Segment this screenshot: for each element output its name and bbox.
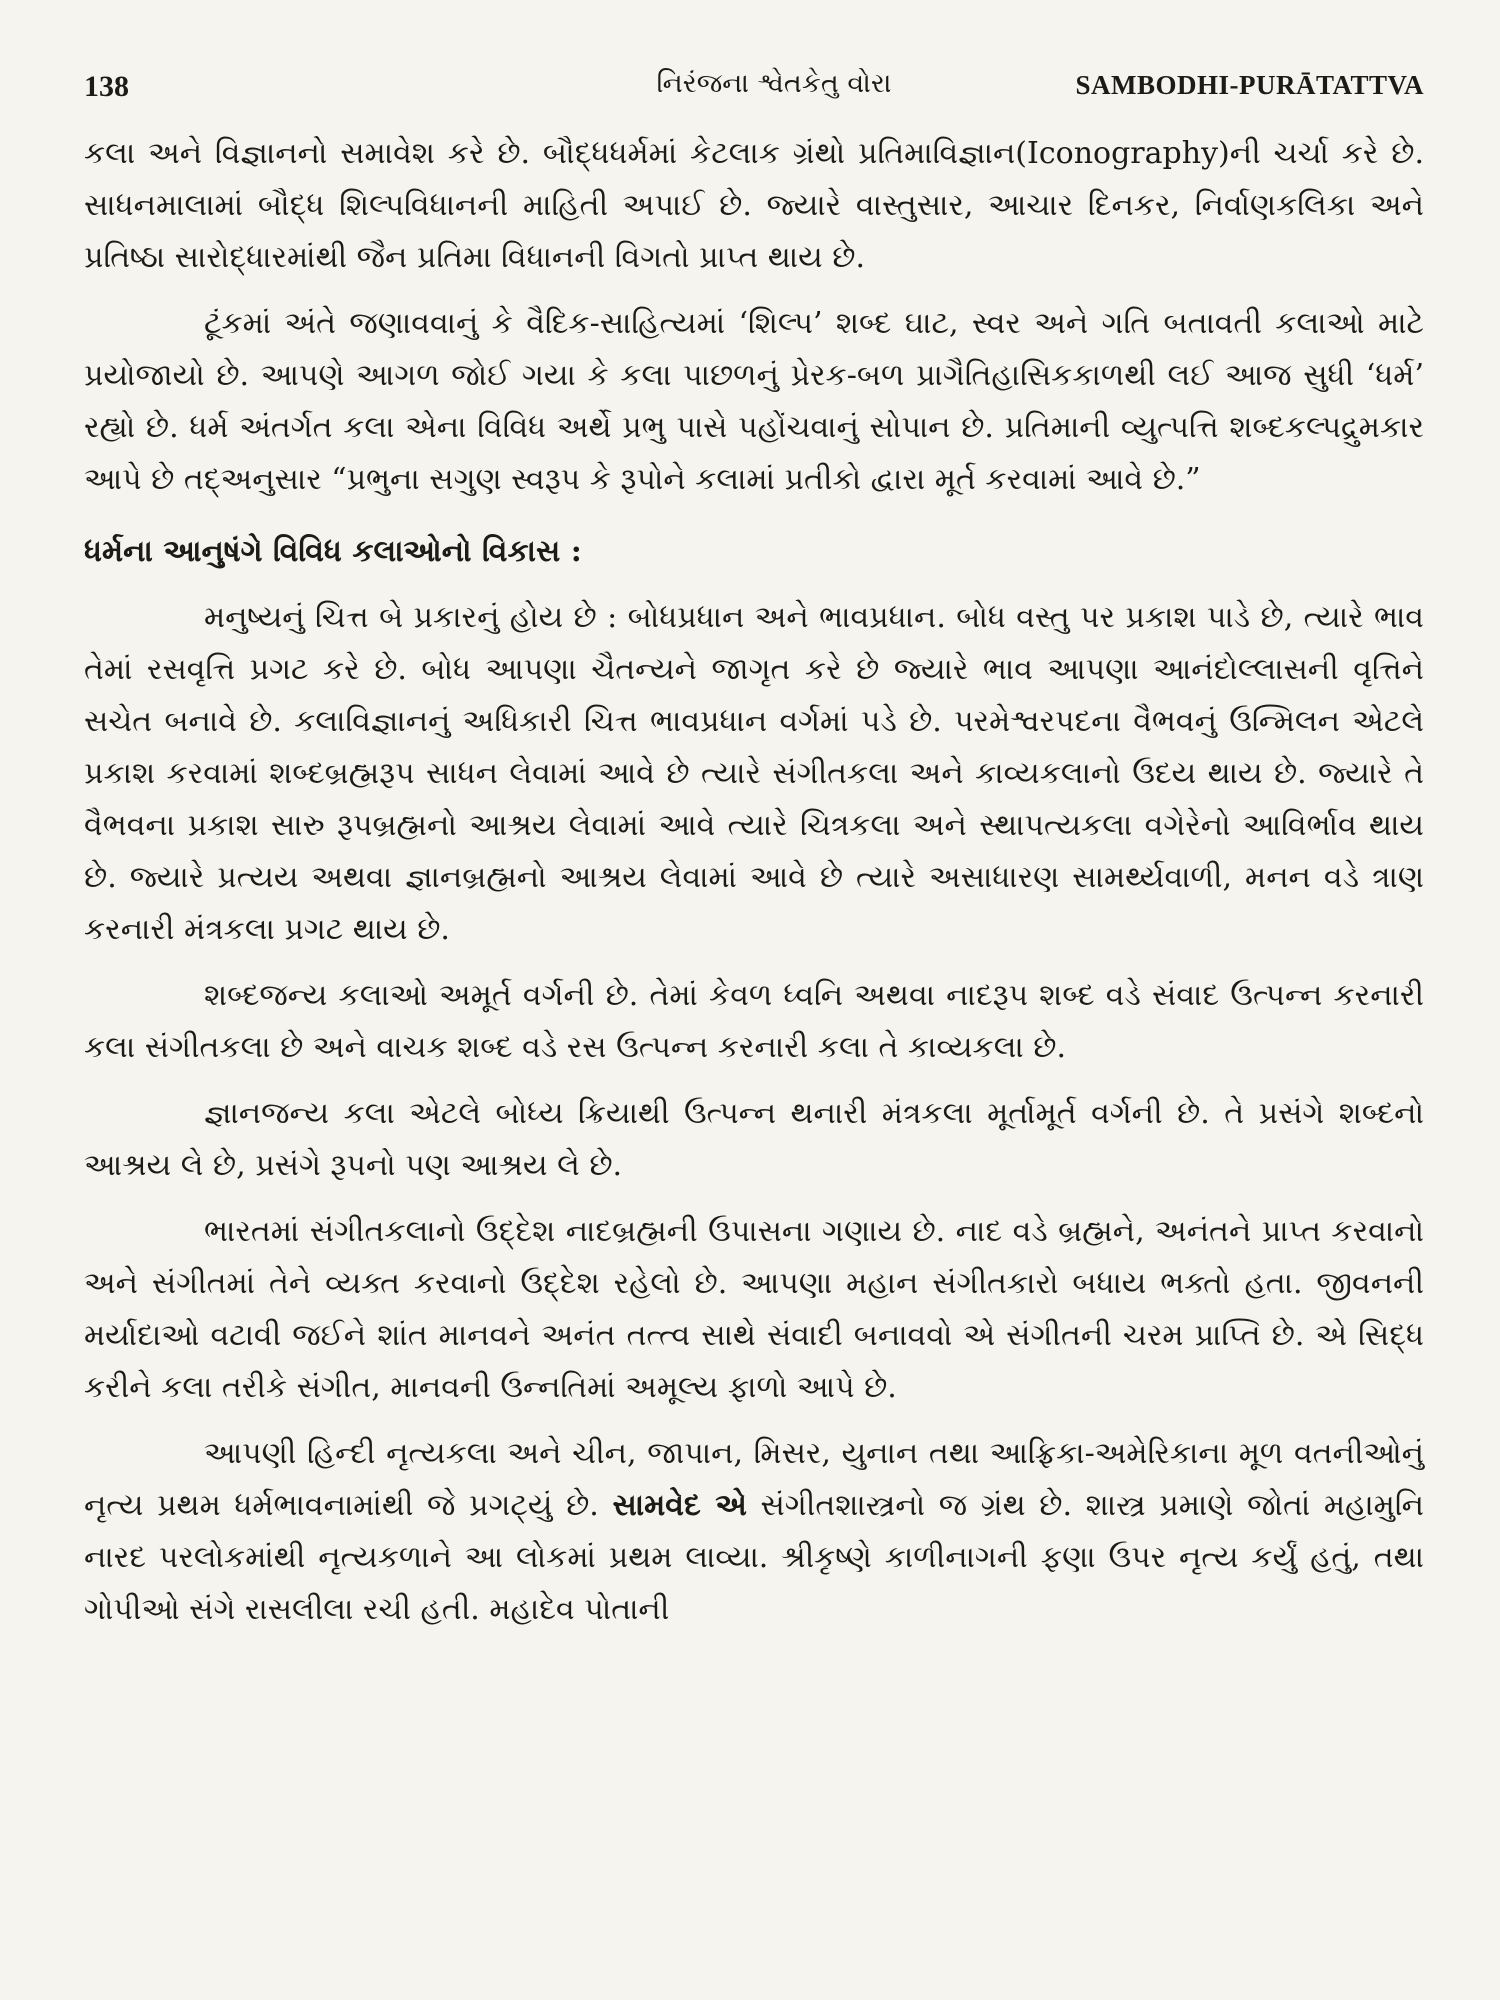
paragraph-1: કલા અને વિજ્ઞાનનો સમાવેશ કરે છે. બૌદ્ધધર્મમાં કેટલાક ગ્રંથો પ્રતિમાવિજ્ઞાન(Iconography)ની ચર્ચા કરે છે. સાધનમાલામાં બૌદ્ધ શિલ્પવિધાનની માહિતી અપાઈ છે. જ્યારે વાસ્તુસાર, આચાર દિનકર, નિર્વાણકલિકા અને પ્રતિષ્ઠા સારોદ્ધારમાંથી જૈન પ્રતિમા વિધાનની વિગતો પ્રાપ્ત થાય છે. — [84, 136, 1424, 275]
author-name: નિરંજના શ્વેતકેતુ વોરા — [656, 68, 892, 99]
paragraph-3: મનુષ્યનું ચિત્ત બે પ્રકારનું હોય છે : બોધપ્રધાન અને ભાવપ્રધાન. બોધ વસ્તુ પર પ્રકાશ પાડે છે, ત્યારે ભાવ તેમાં રસવૃત્તિ પ્રગટ કરે છે. બોધ આપણા ચૈતન્યને જાગૃત કરે છે જ્યારે ભાવ આપણા આનંદોલ્લાસની વૃત્તિને સચેત બનાવે છે. કલાવિજ્ઞાનનું અધિકારી ચિત્ત ભાવપ્રધાન વર્ગમાં પડે છે. પરમેશ્વરપદના વૈભવનું ઉન્મિલન એટલે પ્રકાશ કરવામાં શબ્દબ્રહ્મરૂપ સાધન લેવામાં આવે છે ત્યારે સંગીતકલા અને કાવ્યકલાનો ઉદય થાય છે. જ્યારે તે વૈભવના પ્રકાશ સારુ રૂપબ્રહ્મનો આશ્રય લેવામાં આવે ત્યારે ચિત્રકલા અને સ્થાપત્યકલા વગેરેનો આવિર્ભાવ થાય છે. જ્યારે પ્રત્યય અથવા જ્ઞાનબ્રહ્મનો આશ્રય લેવામાં આવે છે ત્યારે અસાધારણ સામર્થ્યવાળી, મનન વડે ત્રાણ કરનારી મંત્રકલા પ્રગટ થાય છે. — [84, 600, 1424, 947]
paragraph-5: જ્ઞાનજન્ય કલા એટલે બોધ્ય ક્રિયાથી ઉત્પન્ન થનારી મંત્રકલા મૂર્તામૂર્ત વર્ગની છે. તે પ્રસંગે શબ્દનો આશ્રય લે છે, પ્રસંગે રૂપનો પણ આશ્રય લે છે. — [84, 1096, 1424, 1183]
paragraph-7-bold: સામવેદ એ — [612, 1488, 747, 1523]
paragraph-7-part-a: આપણી હિન્દી નૃત્યકલા અને ચીન, જાપાન, મિસર, યુનાન તથા આફ્રિકા-અમેરિકાના મૂળ વતનીઓનું નૃત્ય પ્રથમ ધર્મભાવનામાંથી જે પ્રગટ્યું છે. — [84, 1436, 1424, 1523]
section-heading: ધર્મના આનુષંગે વિવિધ કલાઓનો વિકાસ : — [84, 534, 582, 569]
paragraph-4: શબ્દજન્ય કલાઓ અમૂર્ત વર્ગની છે. તેમાં કેવળ ધ્વનિ અથવા નાદરૂપ શબ્દ વડે સંવાદ ઉત્પન્ન કરનારી કલા સંગીતકલા છે અને વાચક શબ્દ વડે રસ ઉત્પન્ન કરનારી કલા તે કાવ્યકલા છે. — [84, 978, 1424, 1065]
journal-title: SAMBODHI-PURĀTATTVA — [1075, 70, 1424, 100]
paragraph-6: ભારતમાં સંગીતકલાનો ઉદ્દેશ નાદબ્રહ્મની ઉપાસના ગણાય છે. નાદ વડે બ્રહ્મને, અનંતને પ્રાપ્ત કરવાનો અને સંગીતમાં તેને વ્યક્ત કરવાનો ઉદ્દેશ રહેલો છે. આપણા મહાન સંગીતકારો બધાય ભક્તો હતા. જીવનની મર્યાદાઓ વટાવી જઈને શાંત માનવને અનંત તત્ત્વ સાથે સંવાદી બનાવવો એ સંગીતની ચરમ પ્રાપ્તિ છે. એ સિદ્ધ કરીને કલા તરીકે સંગીત, માનવની ઉન્નતિમાં અમૂલ્ય ફાળો આપે છે. — [84, 1214, 1424, 1405]
paragraph-7-part-b: સંગીતશાસ્ત્રનો જ ગ્રંથ છે. શાસ્ત્ર પ્રમાણે જોતાં મહામુનિ નારદ પરલોકમાંથી નૃત્યકળાને આ લોકમાં પ્રથમ લાવ્યા. શ્રીકૃષ્ણે કાળીનાગની ફણા ઉપર નૃત્ય કર્યું હતું, તથા ગોપીઓ સંગે રાસલીલા રચી હતી. મહાદેવ પોતાની — [84, 1488, 1424, 1627]
paragraph-7 — [84, 1428, 1424, 1636]
page-number: 138 — [84, 70, 129, 103]
running-header — [84, 58, 1424, 128]
paragraph-2: ટૂંકમાં અંતે જણાવવાનું કે વૈદિક-સાહિત્યમાં ‘શિલ્પ’ શબ્દ ઘાટ, સ્વર અને ગતિ બતાવતી કલાઓ માટે પ્રયોજાયો છે. આપણે આગળ જોઈ ગયા કે કલા પાછળનું પ્રેરક-બળ પ્રાગૈતિહાસિકકાળથી લઈ આજ સુધી ‘ધર્મ’ રહ્યો છે. ધર્મ અંતર્ગત કલા એના વિવિધ અર્થે પ્રભુ પાસે પહોંચવાનું સોપાન છે. પ્રતિમાની વ્યુત્પત્તિ શબ્દકલ્પદ્રુમકાર આપે છે તદ્અનુસાર “પ્રભુના સગુણ સ્વરૂપ કે રૂપોને કલામાં પ્રતીકો દ્વારા મૂર્ત કરવામાં આવે છે.” — [84, 306, 1424, 497]
